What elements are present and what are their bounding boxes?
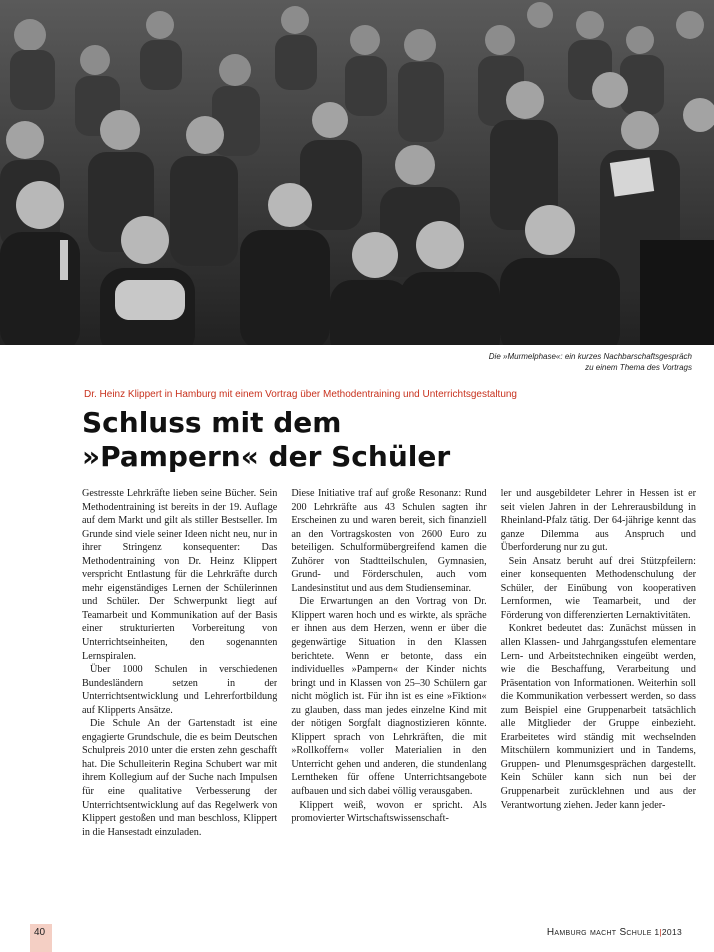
- article-kicker: Dr. Heinz Klippert in Hamburg mit einem Vortrag über Methodentraining und Unterrichtsgestaltung: [84, 389, 517, 400]
- photo-caption: [392, 351, 692, 373]
- audience-photo: [0, 0, 714, 345]
- running-footer: [547, 927, 682, 938]
- paragraph: Gestresste Lehrkräfte lieben seine Bücher. Sein Methodentraining ist bereits in der 19. Auflage auf dem Markt und gilt als stiller Bestseller. Im Grunde sind viele seiner Ideen nicht neu, nur in ihrer Stringenz konsequenter: Das Methodentraining von Dr. Heinz Klippert verspricht Entlastung für die Lehrkräfte durch mehr eigenständiges Lernen der Schülerinnen und Schüler. Der Schwerpunkt liegt auf Teamarbeit und Kommunikation auf der Basis einer strukturierten Vorbereitung von Unterrichtseinheiten, den sogenannten Lernspiralen.: [82, 488, 278, 662]
- article-body: [82, 487, 696, 907]
- photo-caption-line2: zu einem Thema des Vortrags: [585, 363, 692, 372]
- article-column-2: [291, 487, 486, 907]
- paragraph: ler und ausgebildeter Lehrer in Hessen ist er seit vielen Jahren in der Lehrerausbildung in Rheinland-Pfalz tätig. Der 64-jährige kennt das ganze Dilemma aus Anspruch und Überforderung nur zu gut.: [500, 488, 696, 554]
- issue-year: 2013: [661, 927, 682, 937]
- page-number: 40: [34, 927, 46, 938]
- photo-caption-line1: Die »Murmelphase«: ein kurzes Nachbarschaftsgespräch: [488, 352, 692, 361]
- headline-line1: Schluss mit dem: [82, 406, 342, 439]
- paragraph: Über 1000 Schulen in verschiedenen Bundesländern setzen in der Unterrichtsentwicklung und Lehrerfortbildung auf Klipperts Ansätze.: [82, 664, 278, 716]
- paragraph: Sein Ansatz beruht auf drei Stützpfeilern: einer konsequenten Methodenschulung der Schüler, der Einübung von kooperativen Lernformen, wie Teamarbeit, und der Förderung von differenzierten Lernaktivitäten.: [500, 555, 696, 621]
- paragraph: Diese Initiative traf auf große Resonanz: Rund 200 Lehrkräfte aus 43 Schulen sagten ihr Erscheinen zu und waren bereit, sich finanziell an den Vortragskosten von 2600 Euro zu beteiligen. Schulformübergreifend kamen die Zuhörer von Stadtteilschulen, Gymnasien, Grund- und Förderschulen, auch vom Landesinstitut und aus dem Studienseminar.: [291, 488, 487, 594]
- audience-photo-illustration: [0, 0, 714, 345]
- issue-number: 1: [654, 927, 660, 937]
- headline-line2: »Pampern« der Schüler: [82, 440, 451, 473]
- paragraph: Die Schule An der Gartenstadt ist eine engagierte Grundschule, die es beim Deutschen Schulpreis 2010 unter die ersten zehn geschafft hat. Die Schulleiterin Regina Schubert war mit ihrem Kollegium auf der Suche nach Impulsen für eine qualitative Verbesserung der Unterrichtsentwicklung auf das Regelwerk von Klippert gestoßen und man beschloss, Klippert in die Hansestadt einzuladen.: [82, 718, 278, 838]
- publication-name: Hamburg macht Schule: [546, 927, 652, 938]
- paragraph: Konkret bedeutet das: Zunächst müssen in allen Klassen- und Jahrgangsstufen elementare Lern- und Arbeitstechniken eingeübt werden, wie die Beschaffung, Verarbeitung und Präsentation von Informationen. Weiterhin soll die Kommunikation verbessert werden, so dass zum Beispiel eine Gruppenarbeit tatsächlich alle Mitglieder der Gruppe einbezieht. Erarbeitetes wird ständig mit wechselnden Mitschülern kommuniziert und in Tandems, Gruppen- und Plenumsgesprächen dargestellt. Kein Schüler kann sich nun bei der Gruppenarbeit zurücklehnen und aus der Verantwortung ziehen. Jeder kann jeder-: [500, 623, 696, 811]
- paragraph: Klippert weiß, wovon er spricht. Als promovierter Wirtschaftswissenschaft-: [291, 799, 487, 825]
- issue-separator: |: [659, 927, 662, 937]
- article-headline: [82, 406, 642, 474]
- article-column-3: [501, 487, 696, 907]
- article-column-1: [82, 487, 277, 907]
- paragraph: Die Erwartungen an den Vortrag von Dr. Klippert waren hoch und es wirkte, als spräche er ihnen aus dem Herzen, wenn er über die gegenwärtige Situation in den Klassen berichtete. Wenn er betonte, dass ein individuelles »Pampern« der Kinder nichts bringt und in Klassen von 25–30 Schülern gar nicht möglich ist. Für ihn ist es eine »Fiktion« zu glauben, dass man jedes einzelne Kind mit der nötigen Sorgfalt diagnostizieren könnte. Klippert sprach von Lehrkräften, die mit »Rollkoffern« voller Materialien in den Unterricht gehen und anderen, die stundenlang Lerntheken für offene Unterrichtsangebote aufbauen und sich dabei völlig verausgaben.: [291, 596, 487, 798]
